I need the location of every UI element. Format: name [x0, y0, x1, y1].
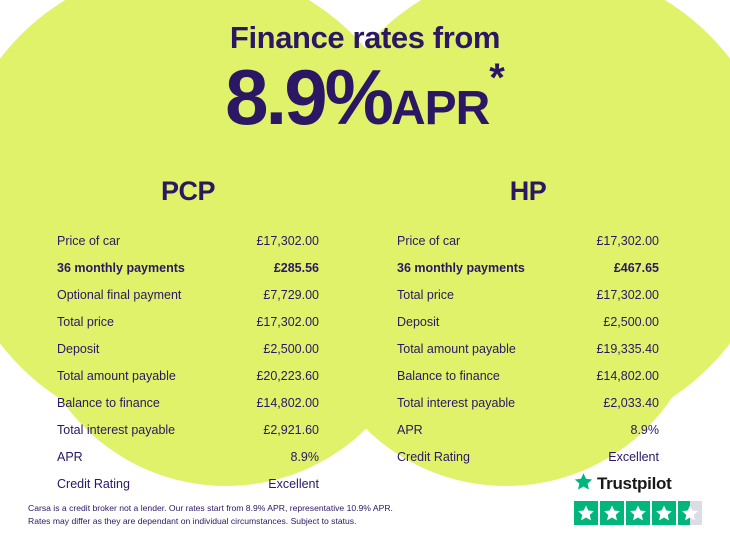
- row-value: £2,500.00: [263, 341, 319, 356]
- trustpilot-rating: [574, 472, 704, 525]
- row-value: £19,335.40: [596, 341, 659, 356]
- table-row: [393, 281, 663, 308]
- row-value: £14,802.00: [256, 395, 319, 410]
- headline-rate-apr: APR: [390, 82, 490, 135]
- legal-disclaimer: [28, 502, 498, 527]
- row-value: Excellent: [268, 476, 319, 491]
- row-value: £17,302.00: [256, 233, 319, 248]
- row-value: Excellent: [608, 449, 659, 464]
- page-title: Finance rates from: [229, 20, 501, 55]
- rating-star-icon: [626, 501, 650, 525]
- table-row: [393, 389, 663, 416]
- table-row: [393, 308, 663, 335]
- table-row: [53, 470, 323, 497]
- headline-rate-number: 8.9%: [225, 53, 391, 141]
- row-label: Balance to finance: [57, 395, 160, 410]
- row-label: Balance to finance: [397, 368, 500, 383]
- disclaimer-line-2: Rates may differ as they are dependant on individual circumstances. Subject to status.: [28, 515, 357, 526]
- row-label: Total interest payable: [57, 422, 176, 437]
- row-label: Deposit: [397, 314, 440, 329]
- pcp-rates-table: [53, 227, 323, 497]
- headline-rate-asterisk: *: [489, 56, 505, 100]
- row-label: 36 monthly payments: [57, 260, 185, 275]
- table-row: [393, 416, 663, 443]
- table-row: [53, 254, 323, 281]
- row-value: £7,729.00: [263, 287, 319, 302]
- table-row: [53, 335, 323, 362]
- row-label: Optional final payment: [57, 287, 182, 302]
- trustpilot-star-icon: [574, 472, 593, 496]
- table-row: [53, 389, 323, 416]
- row-label: Deposit: [57, 341, 100, 356]
- row-value: £2,033.40: [603, 395, 659, 410]
- rating-star-icon: [652, 501, 676, 525]
- row-label: APR: [57, 449, 83, 464]
- row-label: Total interest payable: [397, 395, 516, 410]
- table-row: [53, 362, 323, 389]
- row-value: £17,302.00: [256, 314, 319, 329]
- row-label: APR: [397, 422, 423, 437]
- table-row: [53, 281, 323, 308]
- table-row: [393, 362, 663, 389]
- row-label: Price of car: [57, 233, 121, 248]
- table-row: [53, 308, 323, 335]
- row-value: £467.65: [613, 260, 659, 275]
- trustpilot-label: Trustpilot: [597, 474, 672, 493]
- row-label: Total amount payable: [397, 341, 516, 356]
- row-value: 8.9%: [290, 449, 319, 464]
- row-value: £17,302.00: [596, 233, 659, 248]
- pcp-column-title: PCP: [160, 176, 216, 206]
- row-value: £14,802.00: [596, 368, 659, 383]
- row-label: Total amount payable: [57, 368, 176, 383]
- table-row: [393, 335, 663, 362]
- table-row: [53, 227, 323, 254]
- row-value: £17,302.00: [596, 287, 659, 302]
- row-label: Total price: [397, 287, 454, 302]
- table-row: [393, 443, 663, 470]
- headline-rate: [0, 53, 730, 141]
- pcp-column: [38, 176, 338, 497]
- row-label: Credit Rating: [397, 449, 470, 464]
- hp-column-title: HP: [509, 176, 547, 206]
- table-row: [393, 227, 663, 254]
- rating-star-icon: [574, 501, 598, 525]
- table-row: [53, 416, 323, 443]
- rating-star-icon: [600, 501, 624, 525]
- row-value: 8.9%: [630, 422, 659, 437]
- trustpilot-stars: [574, 501, 704, 525]
- table-row: [53, 443, 323, 470]
- row-label: Price of car: [397, 233, 461, 248]
- row-value: £20,223.60: [256, 368, 319, 383]
- trustpilot-logo: [574, 472, 704, 496]
- row-value: £285.56: [273, 260, 319, 275]
- row-value: £2,921.60: [263, 422, 319, 437]
- disclaimer-line-1: Carsa is a credit broker not a lender. Our rates start from 8.9% APR, representative 10.9% APR.: [28, 503, 393, 514]
- row-label: Total price: [57, 314, 114, 329]
- row-label: Credit Rating: [57, 476, 130, 491]
- row-label: 36 monthly payments: [397, 260, 525, 275]
- hp-rates-table: [393, 227, 663, 470]
- table-row: [393, 254, 663, 281]
- row-value: £2,500.00: [603, 314, 659, 329]
- rating-star-half-icon: [678, 501, 702, 525]
- hp-column: [378, 176, 678, 470]
